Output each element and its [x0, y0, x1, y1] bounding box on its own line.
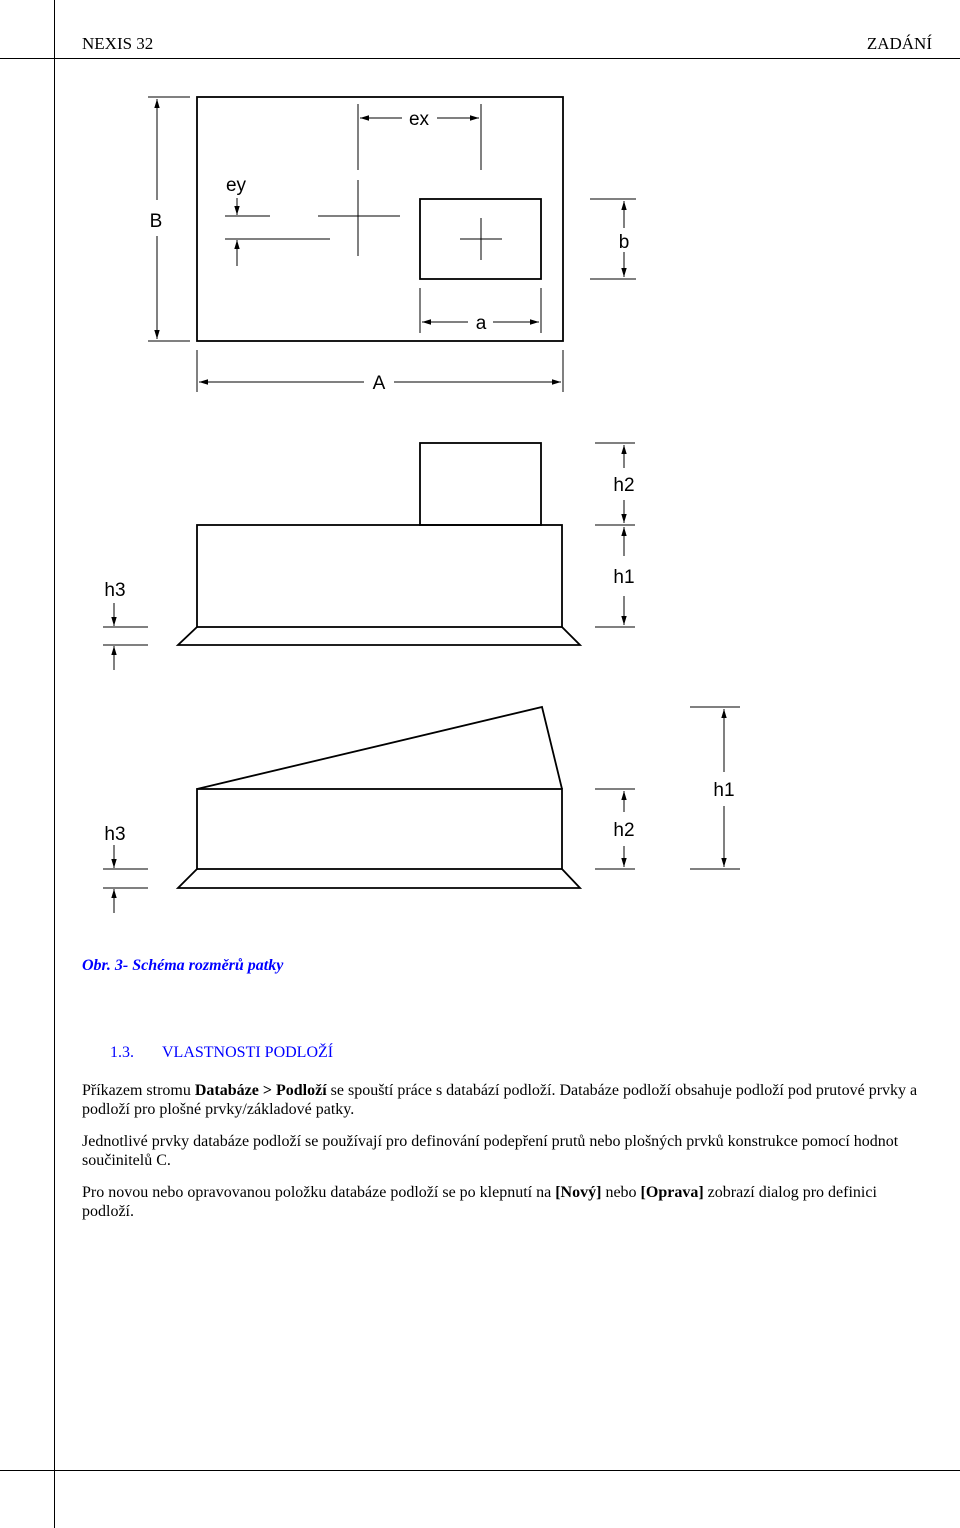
blinding-layer-2	[178, 869, 580, 888]
label-h2-elev2: h2	[613, 820, 635, 841]
label-ey: ey	[225, 175, 247, 196]
p1-tree-path: Databáze > Podloží	[194, 1082, 327, 1099]
header-chapter: ZADÁNÍ	[866, 34, 932, 53]
column-elevation-1	[420, 443, 541, 525]
p1-text-end: se spouští práce s databází podloží. Databáze podloží obsahuje podloží pod prutové prvky a podloží pro plošné prvky/základové patky.	[82, 1082, 918, 1118]
p3-edit-button-ref: [Oprava]	[640, 1184, 704, 1201]
paragraph-2: Jednotlivé prvky databáze podloží se používají pro definování podepření prutů nebo plošných prvků konstrukce pomocí hodnot součinitelů C.	[82, 1133, 899, 1169]
label-h3-elev1: h3	[104, 580, 126, 601]
label-h1-elev1: h1	[613, 567, 635, 588]
p3-new-button-ref: [Nový]	[555, 1184, 602, 1201]
paragraph-1	[82, 1081, 932, 1119]
p3-text-mid: nebo	[601, 1184, 641, 1201]
section-title: VLASTNOSTI PODLOŽÍ	[162, 1044, 334, 1061]
p3-text-start: Pro novou nebo opravovanou položku databáze podloží se po klepnutí na	[82, 1184, 556, 1201]
footing-elevation-1	[197, 525, 562, 627]
sloped-top-elevation-2	[197, 707, 562, 789]
section-number: 1.3.	[110, 1044, 134, 1061]
footer-rule	[0, 1470, 960, 1471]
label-A: A	[372, 373, 386, 394]
footing-elevation-2	[197, 789, 562, 869]
label-h2-elev1: h2	[613, 475, 635, 496]
label-ex: ex	[408, 109, 430, 130]
paragraph-3	[82, 1183, 932, 1221]
section-heading	[110, 1044, 333, 1062]
label-a: a	[475, 313, 487, 334]
header-product: NEXIS 32	[82, 34, 154, 53]
p3-text-end: zobrazí dialog pro definici podloží.	[82, 1184, 877, 1220]
label-B: B	[149, 211, 163, 232]
figure-caption: Obr. 3- Schéma rozměrů patky	[82, 957, 284, 974]
label-h3-elev2: h3	[104, 824, 126, 845]
label-b: b	[618, 232, 630, 253]
footing-plan-outline	[197, 97, 563, 341]
label-h1-elev2: h1	[713, 780, 735, 801]
blinding-layer-1	[178, 627, 580, 645]
p1-text-start: Příkazem stromu	[82, 1082, 195, 1099]
